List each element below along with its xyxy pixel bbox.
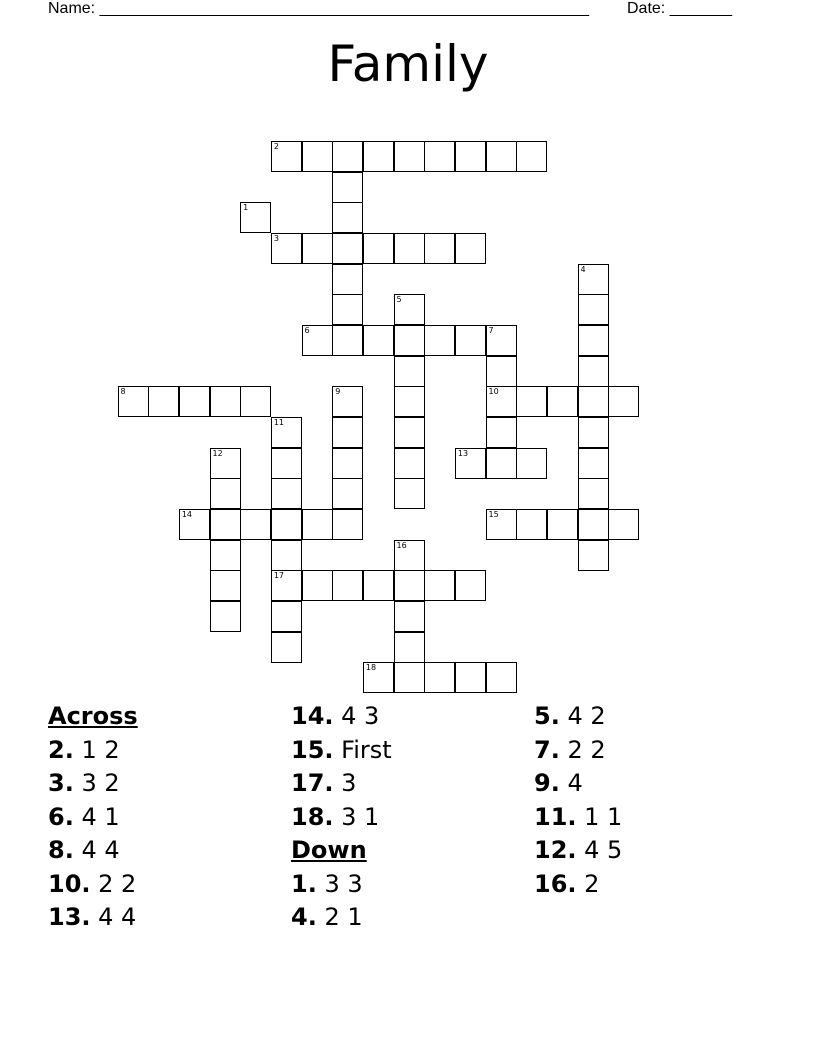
clue-item-text: 4 4	[73, 836, 120, 864]
grid-cell[interactable]	[302, 570, 333, 601]
grid-cell[interactable]	[210, 570, 241, 601]
clue-item-text: 2 2	[559, 735, 606, 764]
grid-cell[interactable]	[394, 478, 425, 509]
grid-cell[interactable]	[271, 448, 302, 479]
grid-cell[interactable]	[424, 662, 455, 693]
clue-number: 14	[181, 509, 193, 519]
grid-cell[interactable]	[455, 325, 486, 356]
across-clue-list	[48, 734, 138, 935]
clue-item-text: 2 1	[316, 903, 363, 931]
grid-cell[interactable]	[210, 509, 241, 540]
clue-item	[291, 868, 392, 902]
clue-number: 4	[580, 264, 586, 274]
clue-item-text: 1 2	[73, 735, 120, 764]
grid-cell[interactable]	[424, 325, 455, 356]
grid-cell[interactable]	[394, 356, 425, 387]
clue-item	[48, 734, 138, 768]
grid-cell[interactable]	[394, 141, 425, 172]
clue-number: 8	[120, 387, 126, 397]
grid-cell[interactable]	[394, 294, 425, 325]
clue-item-number: 2.	[48, 735, 74, 764]
grid-cell[interactable]	[486, 386, 517, 417]
clue-item-number: 1.	[291, 869, 317, 898]
clue-number: 13	[457, 448, 469, 458]
grid-cell[interactable]	[394, 601, 425, 632]
grid-cell[interactable]	[486, 448, 517, 479]
grid-cell[interactable]	[363, 141, 394, 172]
clue-number: 15	[488, 509, 499, 519]
clues-column-2	[291, 700, 392, 935]
grid-cell[interactable]	[394, 632, 425, 663]
clue-number: 16	[396, 540, 407, 550]
clue-item-number: 8.	[48, 836, 74, 864]
clue-item	[291, 901, 392, 935]
clue-item-text: 4 5	[576, 836, 623, 864]
grid-cell[interactable]	[302, 141, 333, 172]
grid-cell[interactable]	[179, 386, 210, 417]
clue-item	[534, 734, 622, 768]
grid-cell[interactable]	[271, 141, 302, 172]
clue-item-text: 3	[333, 769, 357, 797]
clue-item-number: 7.	[534, 735, 560, 764]
grid-cell[interactable]	[332, 294, 363, 325]
grid-cell[interactable]	[332, 172, 363, 203]
grid-cell[interactable]	[394, 540, 425, 571]
grid-cell[interactable]	[516, 386, 547, 417]
clue-item-text: 2 2	[90, 869, 137, 898]
clue-number: 18	[365, 663, 377, 673]
grid-cell[interactable]	[486, 356, 517, 387]
grid-cell[interactable]	[363, 570, 394, 601]
grid-cell[interactable]	[455, 662, 486, 693]
grid-cell[interactable]	[332, 509, 363, 540]
grid-cell[interactable]	[332, 264, 363, 295]
clue-item-text: 4 2	[559, 702, 606, 730]
grid-cell[interactable]	[578, 356, 609, 387]
clue-item	[534, 801, 622, 835]
grid-cell[interactable]	[332, 417, 363, 448]
grid-cell[interactable]	[271, 601, 302, 632]
clue-item	[534, 834, 622, 868]
clues-section	[0, 700, 816, 960]
grid-cell[interactable]	[210, 478, 241, 509]
clue-item	[48, 868, 138, 902]
clue-item	[291, 767, 392, 801]
grid-cell[interactable]	[394, 662, 425, 693]
clue-number: 2	[273, 141, 279, 151]
clue-number: 9	[335, 387, 341, 397]
grid-cell[interactable]	[516, 509, 547, 540]
grid-cell[interactable]	[394, 417, 425, 448]
clue-item-text: 4 3	[333, 702, 380, 730]
grid-cell[interactable]	[240, 509, 271, 540]
date-field-label: Date: _______	[627, 0, 732, 17]
grid-cell[interactable]	[210, 448, 241, 479]
grid-cell[interactable]	[394, 325, 425, 356]
clues-column-3	[534, 700, 622, 901]
grid-cell[interactable]	[455, 448, 486, 479]
clue-item-number: 15.	[291, 735, 334, 764]
grid-cell[interactable]	[578, 448, 609, 479]
clue-number: 10	[488, 387, 499, 397]
clue-item-number: 17.	[291, 769, 334, 797]
clue-item	[534, 700, 622, 734]
clue-item-number: 11.	[534, 802, 577, 831]
grid-cell[interactable]	[486, 141, 517, 172]
clue-number: 7	[488, 325, 494, 335]
grid-cell[interactable]	[486, 509, 517, 540]
clue-number: 12	[212, 448, 223, 458]
grid-cell[interactable]	[486, 417, 517, 448]
clues-column-1	[48, 700, 138, 935]
grid-cell[interactable]	[424, 570, 455, 601]
clue-item-text: First	[333, 735, 392, 764]
grid-cell[interactable]	[424, 141, 455, 172]
grid-cell[interactable]	[394, 570, 425, 601]
grid-cell[interactable]	[486, 325, 517, 356]
grid-cell[interactable]	[578, 540, 609, 571]
grid-cell[interactable]	[332, 141, 363, 172]
grid-cell[interactable]	[363, 662, 394, 693]
clue-item-text: 2	[576, 869, 600, 898]
down-heading: Down	[291, 836, 367, 864]
grid-cell[interactable]	[578, 325, 609, 356]
grid-cell[interactable]	[486, 662, 517, 693]
grid-cell[interactable]	[608, 509, 639, 540]
clue-item-number: 12.	[534, 836, 577, 864]
clue-item	[291, 734, 392, 768]
grid-cell[interactable]	[455, 570, 486, 601]
grid-cell[interactable]	[578, 509, 609, 540]
clue-item-text: 1 1	[576, 802, 623, 831]
grid-cell[interactable]	[332, 570, 363, 601]
clue-number: 5	[396, 295, 402, 305]
clue-item-number: 10.	[48, 869, 91, 898]
grid-cell[interactable]	[240, 202, 271, 233]
grid-cell[interactable]	[332, 233, 363, 264]
grid-cell[interactable]	[455, 141, 486, 172]
grid-cell[interactable]	[118, 386, 149, 417]
grid-cell[interactable]	[578, 478, 609, 509]
grid-cell[interactable]	[271, 233, 302, 264]
clue-item-number: 5.	[534, 702, 560, 730]
clue-item	[534, 868, 622, 902]
clue-number: 1	[243, 203, 249, 213]
clue-number: 6	[304, 325, 310, 335]
clue-item	[291, 801, 392, 835]
grid-cell[interactable]	[516, 448, 547, 479]
grid-cell[interactable]	[302, 509, 333, 540]
across-heading: Across	[48, 702, 138, 730]
grid-cell[interactable]	[271, 509, 302, 540]
grid-cell[interactable]	[271, 417, 302, 448]
grid-cell[interactable]	[240, 386, 271, 417]
grid-cell[interactable]	[179, 509, 210, 540]
grid-cell[interactable]	[394, 233, 425, 264]
clue-item-number: 13.	[48, 903, 91, 931]
clue-item-number: 14.	[291, 702, 334, 730]
clue-item-number: 4.	[291, 903, 317, 931]
grid-cell[interactable]	[455, 233, 486, 264]
clue-item-number: 3.	[48, 769, 74, 797]
puzzle-title: Family	[327, 35, 489, 93]
grid-cell[interactable]	[363, 233, 394, 264]
clue-item-text: 4	[559, 769, 583, 797]
across-clue-list-continued	[291, 700, 392, 834]
grid-cell[interactable]	[547, 509, 578, 540]
grid-cell[interactable]	[578, 417, 609, 448]
grid-cell[interactable]	[210, 540, 241, 571]
down-clue-list	[291, 868, 392, 935]
clue-item-number: 18.	[291, 802, 334, 831]
grid-cell[interactable]	[271, 632, 302, 663]
clue-number: 11	[273, 417, 285, 427]
grid-cell[interactable]	[332, 478, 363, 509]
clue-item	[291, 700, 392, 734]
clue-item	[48, 767, 138, 801]
grid-cell[interactable]	[578, 294, 609, 325]
clue-item-text: 3 2	[73, 769, 120, 797]
grid-cell[interactable]	[302, 233, 333, 264]
grid-cell[interactable]	[363, 325, 394, 356]
clue-item	[48, 901, 138, 935]
grid-cell[interactable]	[547, 386, 578, 417]
grid-cell[interactable]	[302, 325, 333, 356]
clue-item	[534, 767, 622, 801]
clue-item	[48, 801, 138, 835]
clue-item-number: 9.	[534, 769, 560, 797]
clue-item-text: 4 1	[73, 802, 120, 831]
grid-cell[interactable]	[210, 386, 241, 417]
clue-number: 17	[273, 571, 285, 581]
clue-number: 3	[273, 233, 279, 243]
grid-cell[interactable]	[424, 233, 455, 264]
grid-cell[interactable]	[578, 386, 609, 417]
grid-cell[interactable]	[332, 202, 363, 233]
grid-cell[interactable]	[578, 264, 609, 295]
clue-item	[48, 834, 138, 868]
name-field-label: Name: _______________________________________________________	[48, 0, 589, 17]
down-clue-list-continued	[534, 700, 622, 901]
grid-cell[interactable]	[608, 386, 639, 417]
clue-item-number: 16.	[534, 869, 577, 898]
grid-cell[interactable]	[516, 141, 547, 172]
clue-item-text: 3 3	[316, 869, 363, 898]
grid-cell[interactable]	[332, 448, 363, 479]
clue-item-text: 3 1	[333, 802, 380, 831]
grid-cell[interactable]	[271, 570, 302, 601]
grid-cell[interactable]	[332, 325, 363, 356]
grid-cell[interactable]	[148, 386, 179, 417]
grid-cell[interactable]	[394, 448, 425, 479]
grid-cell[interactable]	[394, 386, 425, 417]
grid-cell[interactable]	[210, 601, 241, 632]
clue-item-text: 4 4	[90, 903, 137, 931]
grid-cell[interactable]	[271, 478, 302, 509]
grid-cell[interactable]	[271, 540, 302, 571]
clue-item-number: 6.	[48, 802, 74, 831]
grid-cell[interactable]	[332, 386, 363, 417]
